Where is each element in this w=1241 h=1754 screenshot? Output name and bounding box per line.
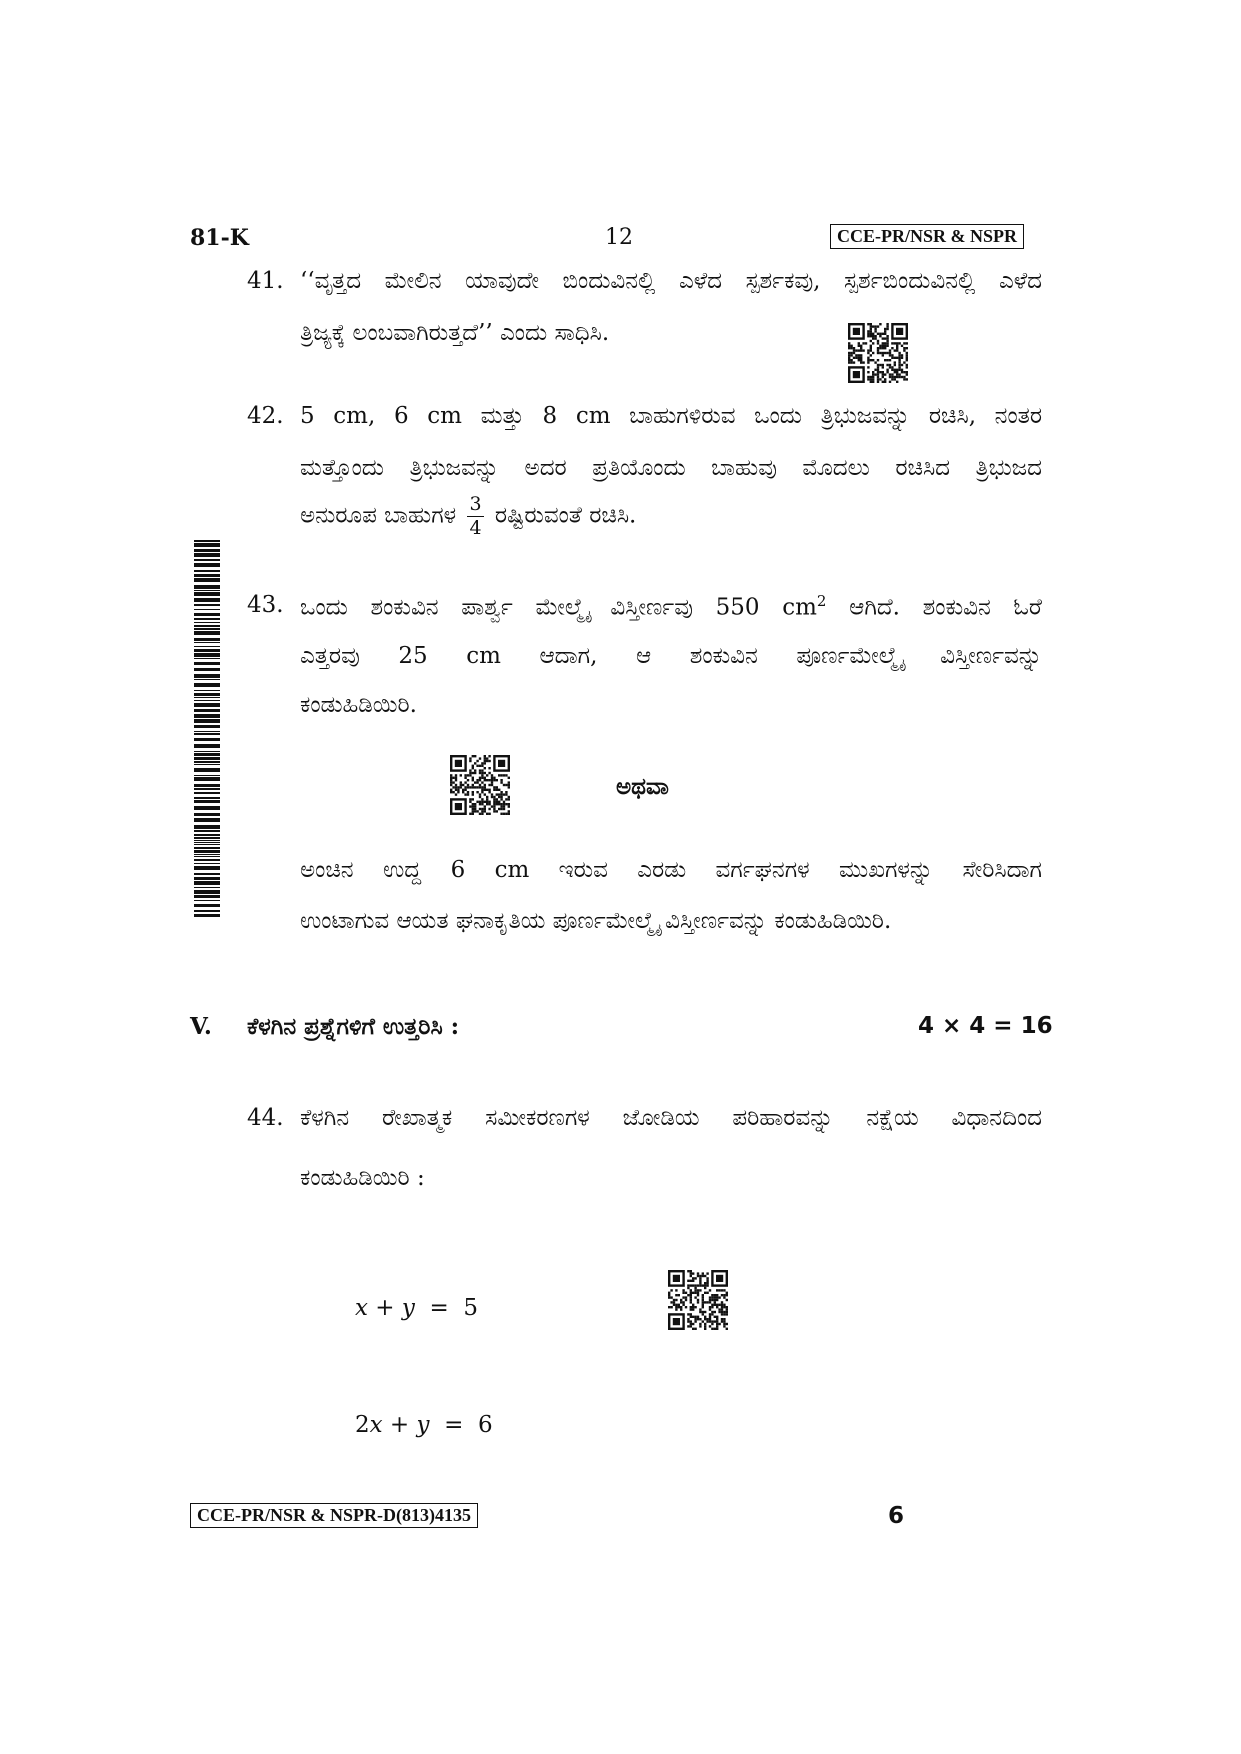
paper-code: 81-K bbox=[190, 225, 249, 251]
q43-line3: ಕಂಡುಹಿಡಿಯಿರಿ. bbox=[300, 692, 417, 718]
or-label: ಅಥವಾ bbox=[616, 773, 669, 800]
q44-line1: ಕೆಳಗಿನ ರೇಖಾತ್ಮಕ ಸಮೀಕರಣಗಳ ಜೋಡಿಯ ಪರಿಹಾರವನ್ನು ನಕ್ಷೆಯ ವಿಧಾನದಿಂದ bbox=[300, 1105, 1042, 1131]
fraction-numerator: 3 bbox=[469, 493, 482, 515]
equation-2: 2x + y = 6 bbox=[355, 1412, 493, 1438]
q43-line1-pre: ಒಂದು ಶಂಕುವಿನ ಪಾರ್ಶ್ವ ಮೇಲ್ಮೈ ವಿಸ್ತೀರ್ಣವು 550 cm bbox=[300, 594, 817, 621]
qr-code-q44 bbox=[668, 1270, 728, 1330]
qr-code-q43 bbox=[450, 755, 510, 815]
equation-1: x + y = 5 bbox=[355, 1295, 479, 1321]
q43-alt-line2: ಉಂಟಾಗುವ ಆಯತ ಘನಾಕೃತಿಯ ಪೂರ್ಣಮೇಲ್ಮೈ ವಿಸ್ತೀರ್ಣವನ್ನು ಕಂಡುಹಿಡಿಯಿರಿ. bbox=[300, 908, 892, 934]
q42-line1: 5 cm, 6 cm ಮತ್ತು 8 cm ಬಾಹುಗಳಿರುವ ಒಂದು ತ್ರಿಭುಜವನ್ನು ರಚಿಸಿ, ನಂತರ bbox=[300, 403, 1042, 429]
q42-line3 bbox=[300, 495, 636, 538]
eq2-rhs: 6 bbox=[478, 1412, 493, 1438]
eq1-rhs: 5 bbox=[463, 1295, 479, 1321]
fraction-three-quarters bbox=[467, 495, 483, 538]
q43-line1 bbox=[300, 592, 1042, 621]
eq1-var-x: x bbox=[355, 1295, 368, 1321]
page-number: 12 bbox=[605, 225, 633, 250]
qr-code-q41 bbox=[848, 323, 908, 383]
q44-number: 44. bbox=[247, 1105, 284, 1131]
q42-number: 42. bbox=[247, 403, 284, 429]
section-title: ಕೆಳಗಿನ ಪ್ರಶ್ನೆಗಳಿಗೆ ಉತ್ತರಿಸಿ : bbox=[247, 1013, 460, 1040]
q42-line3-post: ರಷ್ಟಿರುವಂತೆ ರಚಿಸಿ. bbox=[494, 502, 637, 529]
fraction-denominator: 4 bbox=[469, 517, 482, 539]
q43-line1-post: ಆಗಿದೆ. ಶಂಕುವಿನ ಓರೆ bbox=[849, 594, 1042, 621]
eq1-var-y: y bbox=[401, 1295, 415, 1321]
footer-code: CCE-PR/NSR & NSPR-D(813)4135 bbox=[190, 1503, 478, 1528]
q41-number: 41. bbox=[247, 268, 284, 294]
eq2-coef: 2 bbox=[355, 1412, 370, 1438]
section-label: V. bbox=[190, 1013, 212, 1040]
barcode-image bbox=[194, 540, 220, 920]
superscript-two: 2 bbox=[816, 592, 827, 610]
q43-number: 43. bbox=[247, 592, 284, 618]
q41-line2: ತ್ರಿಜ್ಯಕ್ಕೆ ಲಂಬವಾಗಿರುತ್ತದೆ’’ ಎಂದು ಸಾಧಿಸಿ. bbox=[300, 320, 610, 346]
eq2-var-x: x bbox=[369, 1412, 383, 1438]
q41-line1: ‘‘ವೃತ್ತದ ಮೇಲಿನ ಯಾವುದೇ ಬಿಂದುವಿನಲ್ಲಿ ಎಳೆದ ಸ್ಪರ್ಶಕವು, ಸ್ಪರ್ಶಬಿಂದುವಿನಲ್ಲಿ ಎಳೆದ bbox=[300, 268, 1042, 294]
eq2-var-y: y bbox=[416, 1412, 430, 1438]
q43-alt-line1: ಅಂಚಿನ ಉದ್ದ 6 cm ಇರುವ ಎರಡು ವರ್ಗಘನಗಳ ಮುಖಗಳನ್ನು ಸೇರಿಸಿದಾಗ bbox=[300, 857, 1042, 883]
sheet-number: 6 bbox=[888, 1503, 905, 1529]
q42-line2: ಮತ್ತೊಂದು ತ್ರಿಭುಜವನ್ನು ಅದರ ಪ್ರತಿಯೊಂದು ಬಾಹುವು ಮೊದಲು ರಚಿಸಿದ ತ್ರಿಭುಜದ bbox=[300, 455, 1042, 481]
q44-line2: ಕಂಡುಹಿಡಿಯಿರಿ : bbox=[300, 1165, 425, 1191]
q42-line3-pre: ಅನುರೂಪ ಬಾಹುಗಳ bbox=[300, 502, 457, 529]
series-label: CCE-PR/NSR & NSPR bbox=[830, 224, 1024, 249]
section-marks: 4 × 4 = 16 bbox=[918, 1013, 1053, 1039]
q43-line2: ಎತ್ತರವು 25 cm ಆದಾಗ, ಆ ಶಂಕುವಿನ ಪೂರ್ಣಮೇಲ್ಮೈ ವಿಸ್ತೀರ್ಣವನ್ನು bbox=[300, 643, 1042, 669]
